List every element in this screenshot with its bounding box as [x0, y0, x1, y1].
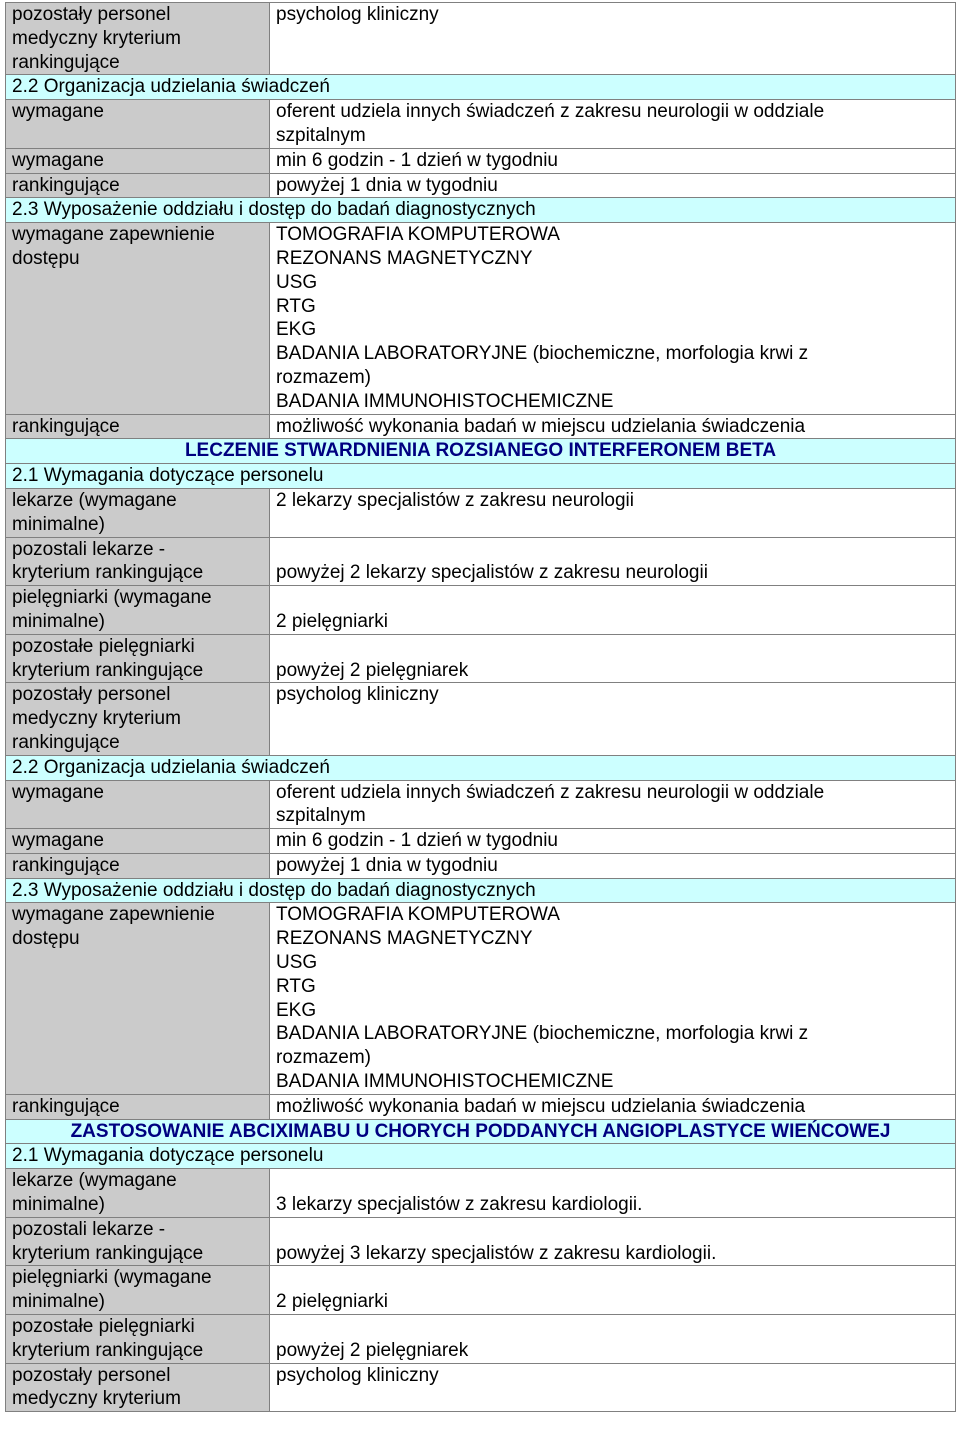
- requirement-value: [270, 223, 956, 414]
- label-line: rankingujące: [12, 854, 120, 876]
- value-line: USG: [276, 952, 318, 974]
- section-title: 2.2 Organizacja udzielania świadczeń: [6, 75, 956, 100]
- table-row: [6, 537, 956, 586]
- requirement-label: [6, 586, 270, 635]
- table-row: [6, 780, 956, 829]
- label-line: wymagane: [12, 101, 104, 123]
- requirement-label: [6, 223, 270, 414]
- section-title: 2.1 Wymagania dotyczące personelu: [6, 1144, 956, 1169]
- requirement-value: [270, 903, 956, 1094]
- table-row: [6, 683, 956, 755]
- section-row: [6, 755, 956, 780]
- requirement-label: [6, 414, 270, 439]
- requirement-value: [270, 1169, 956, 1218]
- label-line: kryterium rankingujące: [12, 659, 204, 681]
- label-line: pozostali lekarze -: [12, 538, 166, 560]
- section-row: [6, 464, 956, 489]
- requirement-value: [270, 586, 956, 635]
- value-line: powyżej 1 dnia w tygodniu: [276, 174, 498, 196]
- category-heading: LECZENIE STWARDNIENIA ROZSIANEGO INTERFERONEM BETA: [6, 439, 956, 464]
- table-row: [6, 1094, 956, 1119]
- value-line: BADANIA IMMUNOHISTOCHEMICZNE: [276, 390, 614, 412]
- value-line: TOMOGRAFIA KOMPUTEROWA: [276, 224, 560, 246]
- requirement-value: [270, 148, 956, 173]
- requirement-value: [270, 1315, 956, 1364]
- label-line: minimalne): [12, 1291, 105, 1313]
- requirement-label: [6, 1094, 270, 1119]
- requirement-value: [270, 537, 956, 586]
- table-row: [6, 903, 956, 1094]
- table-row: [6, 223, 956, 414]
- label-line: wymagane zapewnienie: [12, 904, 215, 926]
- requirement-value: [270, 414, 956, 439]
- category-heading: ZASTOSOWANIE ABCIXIMABU U CHORYCH PODDANYCH ANGIOPLASTYCE WIEŃCOWEJ: [6, 1119, 956, 1144]
- requirement-label: [6, 853, 270, 878]
- value-line: rozmazem): [276, 366, 372, 388]
- requirement-value: [270, 1266, 956, 1315]
- requirement-label: [6, 1315, 270, 1364]
- requirement-label: [6, 3, 270, 75]
- label-line: rankingujące: [12, 174, 120, 196]
- table-row: [6, 829, 956, 854]
- label-line: wymagane zapewnienie: [12, 224, 215, 246]
- label-line: medyczny kryterium: [12, 708, 181, 730]
- label-line: kryterium rankingujące: [12, 1242, 204, 1264]
- requirement-label: [6, 537, 270, 586]
- label-line: minimalne): [12, 1194, 105, 1216]
- value-line: możliwość wykonania badań w miejscu udzielania świadczenia: [276, 415, 806, 437]
- value-line: min 6 godzin - 1 dzień w tygodniu: [276, 149, 558, 171]
- requirement-label: [6, 903, 270, 1094]
- table-row: [6, 1217, 956, 1266]
- requirement-label: [6, 683, 270, 755]
- value-line: REZONANS MAGNETYCZNY: [276, 247, 533, 269]
- requirement-label: [6, 1217, 270, 1266]
- requirement-value: [270, 488, 956, 537]
- requirement-label: [6, 1266, 270, 1315]
- table-row: [6, 634, 956, 683]
- label-line: pozostali lekarze -: [12, 1218, 166, 1240]
- value-line: RTG: [276, 295, 316, 317]
- label-line: lekarze (wymagane: [12, 489, 177, 511]
- value-line: USG: [276, 271, 318, 293]
- value-line: BADANIA IMMUNOHISTOCHEMICZNE: [276, 1071, 614, 1093]
- value-line: szpitalnym: [276, 124, 366, 146]
- requirement-value: [270, 1363, 956, 1412]
- requirement-value: [270, 853, 956, 878]
- table-row: [6, 586, 956, 635]
- section-row: [6, 878, 956, 903]
- value-line: 2 pielęgniarki: [276, 1291, 388, 1313]
- table-row: [6, 853, 956, 878]
- requirement-label: [6, 488, 270, 537]
- value-line: powyżej 2 pielęgniarek: [276, 1339, 469, 1361]
- label-line: pozostałe pielęgniarki: [12, 1316, 195, 1338]
- label-line: dostępu: [12, 247, 80, 269]
- label-line: wymagane: [12, 149, 104, 171]
- table-row: [6, 3, 956, 75]
- value-line: min 6 godzin - 1 dzień w tygodniu: [276, 830, 558, 852]
- value-line: powyżej 1 dnia w tygodniu: [276, 854, 498, 876]
- value-line: oferent udziela innych świadczeń z zakresu neurologii w oddziale: [276, 781, 825, 803]
- category-heading-row: [6, 1119, 956, 1144]
- value-line: TOMOGRAFIA KOMPUTEROWA: [276, 904, 560, 926]
- requirement-label: [6, 1169, 270, 1218]
- label-line: pozostały personel: [12, 4, 171, 25]
- label-line: dostępu: [12, 928, 80, 950]
- table-row: [6, 1169, 956, 1218]
- label-line: pielęgniarki (wymagane: [12, 1267, 212, 1289]
- table-row: [6, 1363, 956, 1412]
- label-line: wymagane: [12, 781, 104, 803]
- requirement-value: [270, 1094, 956, 1119]
- label-line: pozostały personel: [12, 1364, 171, 1386]
- label-line: lekarze (wymagane: [12, 1170, 177, 1192]
- requirement-label: [6, 780, 270, 829]
- table-row: [6, 100, 956, 149]
- requirement-value: [270, 683, 956, 755]
- value-line: rozmazem): [276, 1047, 372, 1069]
- section-title: 2.3 Wyposażenie oddziału i dostęp do badań diagnostycznych: [6, 198, 956, 223]
- requirement-value: [270, 1217, 956, 1266]
- requirement-label: [6, 148, 270, 173]
- value-line: EKG: [276, 999, 317, 1021]
- value-line: psycholog kliniczny: [276, 1364, 439, 1386]
- table-row: [6, 148, 956, 173]
- value-line: EKG: [276, 319, 317, 341]
- table-row: [6, 488, 956, 537]
- value-line: psycholog kliniczny: [276, 684, 439, 706]
- value-line: oferent udziela innych świadczeń z zakresu neurologii w oddziale: [276, 101, 825, 123]
- label-line: medyczny kryterium: [12, 1388, 181, 1410]
- value-line: powyżej 2 pielęgniarek: [276, 659, 469, 681]
- requirements-table: [5, 2, 956, 1412]
- label-line: wymagane: [12, 830, 104, 852]
- requirement-label: [6, 829, 270, 854]
- section-title: 2.2 Organizacja udzielania świadczeń: [6, 755, 956, 780]
- requirement-label: [6, 173, 270, 198]
- requirement-value: [270, 3, 956, 75]
- section-row: [6, 198, 956, 223]
- section-title: 2.3 Wyposażenie oddziału i dostęp do badań diagnostycznych: [6, 878, 956, 903]
- value-line: powyżej 2 lekarzy specjalistów z zakresu neurologii: [276, 562, 708, 584]
- value-line: BADANIA LABORATORYJNE (biochemiczne, morfologia krwi z: [276, 343, 809, 365]
- value-line: REZONANS MAGNETYCZNY: [276, 928, 533, 950]
- section-row: [6, 75, 956, 100]
- label-line: pozostałe pielęgniarki: [12, 635, 195, 657]
- requirement-value: [270, 173, 956, 198]
- requirements-table-body: [6, 3, 956, 1412]
- value-line: powyżej 3 lekarzy specjalistów z zakresu kardiologii.: [276, 1242, 717, 1264]
- table-row: [6, 1266, 956, 1315]
- requirement-value: [270, 780, 956, 829]
- section-row: [6, 1144, 956, 1169]
- category-heading-row: [6, 439, 956, 464]
- requirement-value: [270, 829, 956, 854]
- section-title: 2.1 Wymagania dotyczące personelu: [6, 464, 956, 489]
- requirement-label: [6, 100, 270, 149]
- value-line: możliwość wykonania badań w miejscu udzielania świadczenia: [276, 1095, 806, 1117]
- value-line: 2 lekarzy specjalistów z zakresu neurologii: [276, 489, 634, 511]
- requirement-label: [6, 1363, 270, 1412]
- value-line: 2 pielęgniarki: [276, 610, 388, 632]
- label-line: rankingujące: [12, 51, 120, 73]
- label-line: kryterium rankingujące: [12, 1339, 204, 1361]
- value-line: szpitalnym: [276, 805, 366, 827]
- value-line: psycholog kliniczny: [276, 4, 439, 25]
- label-line: minimalne): [12, 513, 105, 535]
- requirement-label: [6, 634, 270, 683]
- table-row: [6, 173, 956, 198]
- table-row: [6, 1315, 956, 1364]
- label-line: rankingujące: [12, 1095, 120, 1117]
- requirement-value: [270, 100, 956, 149]
- label-line: minimalne): [12, 610, 105, 632]
- label-line: medyczny kryterium: [12, 27, 181, 49]
- value-line: RTG: [276, 975, 316, 997]
- label-line: pielęgniarki (wymagane: [12, 587, 212, 609]
- table-row: [6, 414, 956, 439]
- value-line: 3 lekarzy specjalistów z zakresu kardiologii.: [276, 1194, 643, 1216]
- value-line: BADANIA LABORATORYJNE (biochemiczne, morfologia krwi z: [276, 1023, 809, 1045]
- label-line: rankingujące: [12, 415, 120, 437]
- label-line: rankingujące: [12, 731, 120, 753]
- label-line: kryterium rankingujące: [12, 562, 204, 584]
- requirement-value: [270, 634, 956, 683]
- label-line: pozostały personel: [12, 684, 171, 706]
